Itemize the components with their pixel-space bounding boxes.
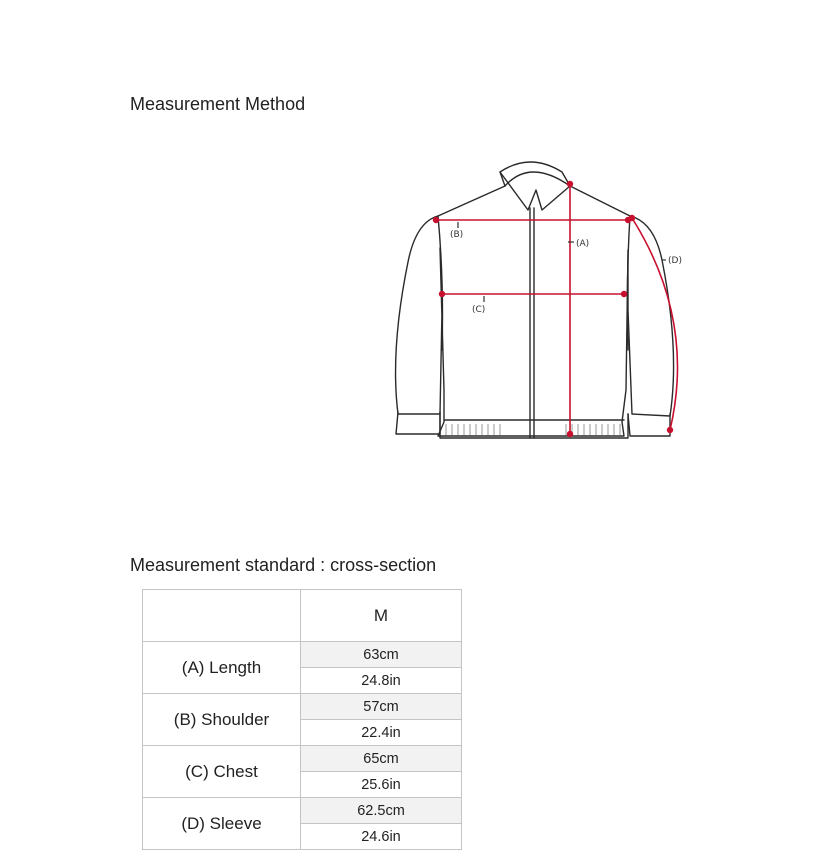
table-header-row <box>143 590 462 642</box>
row-label-length: (A) Length <box>143 642 301 694</box>
row-label-shoulder: (B) Shoulder <box>143 694 301 746</box>
shoulder-cm-value: 57cm <box>301 694 462 720</box>
label-b: (B) <box>450 230 464 240</box>
size-header-cell: M <box>301 590 462 642</box>
jacket-measurement-diagram <box>380 150 700 450</box>
header-blank-cell <box>143 590 301 642</box>
table-row <box>143 642 462 668</box>
row-label-chest: (C) Chest <box>143 746 301 798</box>
right-cuff <box>628 414 670 436</box>
sleeve-cm-value: 62.5cm <box>301 798 462 824</box>
chest-cm-value: 65cm <box>301 746 462 772</box>
label-a: (A) <box>576 239 590 249</box>
size-chart-table <box>142 589 462 850</box>
length-cm-value: 63cm <box>301 642 462 668</box>
label-d: (D) <box>668 256 682 266</box>
sleeve-in-value: 24.6in <box>301 824 462 850</box>
label-c: (C) <box>472 305 486 315</box>
table-row <box>143 746 462 772</box>
table-row <box>143 798 462 824</box>
jacket-collar <box>500 162 570 186</box>
chest-in-value: 25.6in <box>301 772 462 798</box>
measurement-method-title: Measurement Method <box>130 94 306 114</box>
length-in-value: 24.8in <box>301 668 462 694</box>
left-cuff <box>396 412 440 434</box>
shoulder-in-value: 22.4in <box>301 720 462 746</box>
measurement-standard-title: Measurement standard : cross-section <box>130 555 437 575</box>
row-label-sleeve: (D) Sleeve <box>143 798 301 850</box>
table-row <box>143 694 462 720</box>
